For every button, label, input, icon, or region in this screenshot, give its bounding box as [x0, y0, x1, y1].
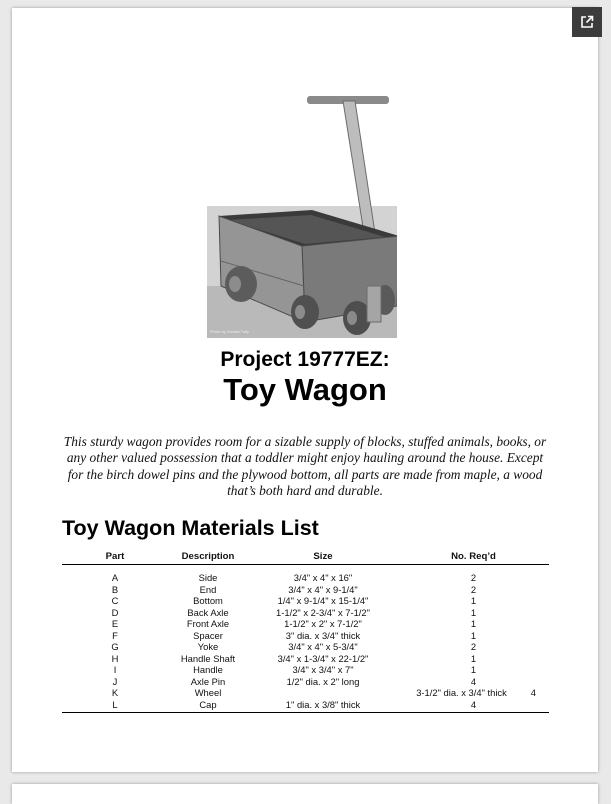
table-row	[62, 584, 549, 596]
size-cell-text: 3/4" x 1-3/4" x 22-1/2"	[277, 652, 369, 664]
description-cell	[168, 664, 248, 676]
table-row	[62, 641, 549, 653]
part-cell-text: E	[111, 618, 119, 630]
size-cell-text: 3/4" x 4" x 16"	[293, 572, 353, 583]
description-cell	[168, 565, 248, 584]
size-cell	[248, 565, 398, 584]
qty-cell-text: 2	[470, 641, 477, 653]
materials-body	[62, 565, 549, 713]
table-row	[62, 699, 549, 712]
popout-button[interactable]	[572, 7, 602, 37]
size-cell-text: 3/4" x 4" x 5-3/4"	[288, 641, 358, 653]
open-external-icon	[580, 15, 594, 29]
qty-cell	[398, 699, 549, 712]
qty-cell-text: 3-1/2" dia. x 3/4" thick	[416, 687, 507, 699]
project-title: Toy Wagon	[223, 372, 387, 407]
description-cell	[168, 653, 248, 665]
wagon-photo	[207, 86, 397, 338]
materials-table	[62, 549, 549, 713]
header-size: Size	[248, 549, 398, 565]
size-cell	[248, 607, 398, 619]
part-cell	[62, 687, 168, 699]
qty-cell-text: 1	[470, 618, 477, 630]
part-cell	[62, 618, 168, 630]
size-cell	[248, 641, 398, 653]
part-cell-text: G	[111, 641, 119, 653]
part-cell	[62, 699, 168, 712]
part-cell-text: L	[112, 699, 118, 711]
materials-list-title: Toy Wagon Materials List	[62, 516, 319, 540]
part-cell-text: I	[113, 664, 117, 676]
description-cell-text: Wheel	[194, 687, 222, 699]
description-cell-text: Axle Pin	[190, 675, 226, 687]
part-cell-text: B	[111, 583, 119, 595]
qty-cell	[398, 664, 549, 676]
description-cell-text: Front Axle	[186, 618, 230, 630]
next-page	[12, 784, 598, 804]
part-cell	[62, 565, 168, 584]
description-cell-text: Back Axle	[187, 606, 229, 618]
qty-cell-text: 4	[470, 675, 477, 687]
description-cell	[168, 618, 248, 630]
table-row	[62, 676, 549, 688]
qty-cell-text: 1	[470, 664, 477, 676]
part-cell-text: C	[111, 595, 119, 607]
part-cell	[62, 664, 168, 676]
qty-cell-text: 1	[470, 652, 477, 664]
size-cell	[248, 676, 398, 688]
header-qty: No. Req’d	[398, 549, 549, 565]
qty-cell-text: 1	[470, 606, 477, 618]
table-row	[62, 664, 549, 676]
description-cell-text: Spacer	[193, 629, 223, 641]
description-cell-text: Handle Shaft	[180, 652, 236, 664]
qty-cell	[398, 641, 549, 653]
part-cell-text: J	[112, 675, 118, 687]
qty-cell-text: 1	[470, 629, 477, 641]
size-cell-text: 3/4" x 3/4" x 7"	[292, 664, 354, 676]
size-cell	[248, 699, 398, 712]
part-cell-text: H	[111, 652, 119, 664]
size-cell	[248, 664, 398, 676]
qty-cell	[398, 653, 549, 665]
qty-cell	[398, 595, 549, 607]
description-cell	[168, 687, 248, 699]
description-cell-text: Yoke	[197, 641, 219, 653]
qty-cell	[398, 607, 549, 619]
table-row	[62, 565, 549, 584]
description-cell	[168, 699, 248, 712]
description-cell	[168, 641, 248, 653]
qty-cell-text: 2	[470, 583, 477, 595]
size-cell-text: 3/4" x 4" x 9-1/4"	[288, 583, 358, 595]
part-cell-text: K	[111, 687, 119, 699]
part-cell-text: A	[111, 572, 119, 583]
description-cell	[168, 630, 248, 642]
part-cell	[62, 653, 168, 665]
size-cell-text: 1-1/2" x 2-3/4" x 7-1/2"	[276, 606, 370, 618]
size-cell	[248, 584, 398, 596]
description-cell	[168, 676, 248, 688]
table-row	[62, 618, 549, 630]
intro-paragraph: This sturdy wagon provides room for a sizable supply of blocks, stuffed animals, books, or any other valued possession that a toddler might enjoy hauling around the house. Except for the birch dowel pins and the plywood bottom, all parts are made from maple, a wood that’s both hard and durable.	[63, 434, 547, 498]
part-cell-text: F	[112, 629, 118, 641]
table-row	[62, 687, 549, 699]
description-cell	[168, 595, 248, 607]
description-cell-text: Cap	[199, 699, 217, 711]
table-row	[62, 595, 549, 607]
document-page	[12, 8, 598, 772]
wagon-illustration	[207, 86, 397, 338]
qty-cell	[398, 618, 549, 630]
size-cell	[248, 630, 398, 642]
qty-cell: 3-1/2" dia. x 3/4" thick 4	[416, 687, 536, 699]
qty-cell	[398, 676, 549, 688]
materials-header-row	[62, 549, 549, 565]
part-cell	[62, 584, 168, 596]
header-description: Description	[168, 549, 248, 565]
qty-cell-text: 2	[470, 572, 477, 583]
description-cell-text: Handle	[193, 664, 223, 676]
size-cell-text: 1/2" dia. x 2" long	[286, 675, 360, 687]
description-cell-text: End	[199, 583, 217, 595]
size-cell	[248, 618, 398, 630]
project-number: Project 19777EZ:	[220, 348, 390, 371]
qty-cell	[398, 630, 549, 642]
part-cell	[62, 607, 168, 619]
part-cell	[62, 641, 168, 653]
qty-cell	[398, 584, 549, 596]
qty-cell-text: 1	[470, 595, 477, 607]
table-row	[62, 607, 549, 619]
part-cell	[62, 595, 168, 607]
part-cell	[62, 630, 168, 642]
size-cell-text: 3" dia. x 3/4" thick	[285, 629, 361, 641]
description-cell	[168, 607, 248, 619]
size-cell-text: 1/4" x 9-1/4" x 15-1/4"	[277, 595, 369, 607]
size-cell	[248, 595, 398, 607]
qty-cell	[398, 565, 549, 584]
description-cell-text: Bottom	[193, 595, 223, 607]
description-cell-text: Side	[198, 572, 218, 583]
description-cell	[168, 584, 248, 596]
size-cell	[248, 687, 398, 699]
size-cell-text: 1" dia. x 3/8" thick	[285, 699, 361, 711]
photo-credit: Photo by Donald Tully	[210, 329, 249, 334]
header-part: Part	[62, 549, 168, 565]
table-row	[62, 630, 549, 642]
size-cell	[248, 653, 398, 665]
part-cell-text: D	[111, 606, 119, 618]
size-cell-text: 1-1/2" x 2" x 7-1/2"	[284, 618, 362, 630]
qty-cell-text: 4	[470, 699, 477, 711]
table-row	[62, 653, 549, 665]
part-cell	[62, 676, 168, 688]
